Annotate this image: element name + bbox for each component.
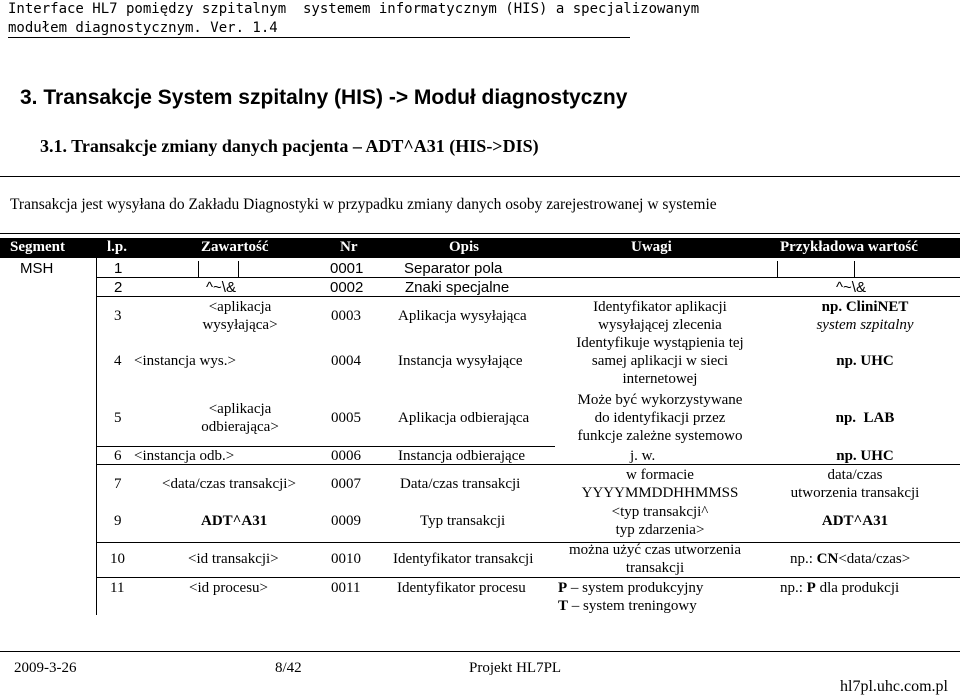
- footer-page-number: 8/42: [275, 660, 302, 676]
- table-cell-opis: Identyfikator procesu: [397, 580, 526, 596]
- table-cell-lp: 9: [114, 513, 122, 529]
- example-suffix: dla produkcji: [815, 580, 900, 596]
- table-cell-uwagi: <typ transakcji^ typ zdarzenia>: [611, 504, 709, 538]
- example-prefix: np.:: [780, 580, 807, 596]
- table-cell-nr: 0002: [330, 279, 364, 296]
- example-system-desc: system szpitalny: [816, 317, 914, 333]
- col-header-lp: l.p.: [107, 239, 128, 255]
- table-cell-przyklad: [790, 550, 910, 568]
- table-cell-uwagi: Identyfikuje wystąpienia tej samej aplikacji w sieci internetowej: [576, 335, 744, 387]
- table-cell-przyklad: [780, 579, 899, 597]
- table-cell-lp: 1: [114, 260, 123, 277]
- table-cell-opis: Identyfikator transakcji: [393, 551, 534, 567]
- table-cell-nr: 0001: [330, 260, 364, 277]
- table-cell-lp: 7: [114, 476, 122, 492]
- table-cell-nr: 0011: [331, 580, 361, 596]
- footer-project: Projekt HL7PL: [469, 660, 562, 676]
- table-cell-zawartosc: ADT^A31: [201, 513, 268, 529]
- table-cell-uwagi: Może być wykorzystywane do identyfikacji przez funkcje zależne systemowo: [577, 392, 743, 444]
- table-cell-uwagi: j. w.: [630, 448, 656, 464]
- table-cell-uwagi-training: [558, 597, 697, 615]
- training-code: T: [558, 598, 569, 614]
- table-header: [0, 238, 960, 258]
- table-cell-uwagi: w formacie YYYYMMDDHHMMSS: [581, 467, 739, 501]
- document-header: [8, 0, 699, 38]
- table-cell-uwagi: można użyć czas utworzenia transakcji: [569, 542, 741, 576]
- table-cell-nr: 0010: [331, 551, 361, 567]
- table-cell-przyklad: np. LAB: [835, 410, 895, 426]
- table-cell-opis: Aplikacja wysyłająca: [398, 308, 527, 324]
- table-cell-lp: 5: [114, 410, 122, 426]
- example-code: CN: [816, 551, 839, 567]
- table-cell-nr: 0006: [331, 448, 361, 464]
- table-cell-nr: 0009: [331, 513, 361, 529]
- separator-mark: [238, 261, 239, 277]
- table-cell-opis: Typ transakcji: [420, 513, 506, 529]
- table-cell-lp: 4: [114, 353, 122, 369]
- table-cell-opis: Data/czas transakcji: [400, 476, 521, 492]
- col-header-nr: Nr: [340, 239, 358, 255]
- example-code: P: [806, 580, 816, 596]
- table-cell-zawartosc: ^~\&: [206, 279, 236, 296]
- table-cell-uwagi-production: [558, 579, 703, 597]
- table-cell-opis: Instancja wysyłające: [398, 353, 523, 369]
- training-desc: – system treningowy: [568, 598, 697, 614]
- col-header-segment: Segment: [10, 239, 65, 255]
- table-cell-nr: 0004: [331, 353, 361, 369]
- table-cell-lp: 2: [114, 279, 123, 296]
- footer-site: hl7pl.uhc.com.pl: [840, 678, 948, 695]
- col-header-opis: Opis: [449, 239, 480, 255]
- table-cell-opis: Instancja odbierające: [398, 448, 526, 464]
- col-header-uwagi: Uwagi: [631, 239, 672, 255]
- production-code: P: [558, 580, 568, 596]
- intro-text: Transakcja jest wysyłana do Zakładu Diagnostyki w przypadku zmiany danych osoby zarejestrowanej w systemie: [10, 196, 717, 213]
- table-cell-przyklad-system: [780, 298, 950, 334]
- separator-mark: [198, 261, 199, 277]
- table-cell-przyklad: np. UHC: [836, 448, 894, 464]
- segment-divider: [96, 258, 97, 615]
- table-cell-opis: Znaki specjalne: [405, 279, 510, 296]
- table-cell-nr: 0003: [331, 308, 361, 324]
- header-line-1: Interface HL7 pomiędzy szpitalnym systemem informatycznym (HIS) a specjalizowanym: [8, 1, 700, 17]
- segment-name: MSH: [20, 260, 54, 277]
- table-cell-nr: 0005: [331, 410, 361, 426]
- example-prefix: np.:: [790, 551, 817, 567]
- table-cell-przyklad: ADT^A31: [821, 513, 889, 529]
- table-cell-zawartosc: <id procesu>: [189, 580, 268, 596]
- footer-date: 2009-3-26: [14, 660, 77, 676]
- separator-mark: [854, 261, 855, 277]
- table-cell-uwagi: Identyfikator aplikacji wysyłającej zlecenia: [593, 299, 727, 333]
- example-suffix: <data/czas>: [838, 551, 911, 567]
- header-line-2: modułem diagnostycznym. Ver. 1.4: [8, 20, 278, 36]
- table-cell-zawartosc: <instancja odb.>: [134, 448, 235, 464]
- col-header-przyklad: Przykładowa wartość: [780, 239, 918, 255]
- table-cell-lp: 3: [114, 308, 122, 324]
- table-cell-zawartosc: <id transakcji>: [188, 551, 279, 567]
- section-title: 3. Transakcje System szpitalny (HIS) -> Moduł diagnostyczny: [20, 86, 628, 109]
- footer-rule: [0, 651, 960, 652]
- header-rule: [8, 37, 630, 38]
- table-cell-opis: Separator pola: [404, 260, 503, 277]
- table-cell-przyklad: data/czas utworzenia transakcji: [790, 467, 920, 501]
- row-divider: [96, 542, 960, 543]
- table-cell-lp: 10: [110, 551, 125, 567]
- table-cell-lp: 6: [114, 448, 122, 464]
- table-cell-nr: 0007: [331, 476, 361, 492]
- example-system-name: np. CliniNET: [821, 299, 909, 315]
- row-divider: [96, 577, 960, 578]
- table-cell-zawartosc: <aplikacja wysyłająca>: [202, 299, 278, 333]
- table-cell-zawartosc: <data/czas transakcji>: [162, 476, 296, 492]
- table-cell-zawartosc: <aplikacja odbierająca>: [201, 401, 279, 435]
- table-cell-zawartosc: <instancja wys.>: [134, 353, 236, 369]
- table-cell-przyklad: ^~\&: [836, 279, 866, 296]
- separator-mark: [777, 261, 778, 277]
- production-desc: – system produkcyjny: [567, 580, 704, 596]
- table-cell-przyklad: np. UHC: [836, 353, 894, 369]
- table-cell-opis: Aplikacja odbierająca: [398, 410, 530, 426]
- row-divider: [96, 277, 960, 278]
- table-cell-lp: 11: [110, 580, 125, 596]
- subsection-title: 3.1. Transakcje zmiany danych pacjenta – ADT^A31 (HIS->DIS): [40, 136, 539, 156]
- col-header-zawartosc: Zawartość: [201, 239, 269, 255]
